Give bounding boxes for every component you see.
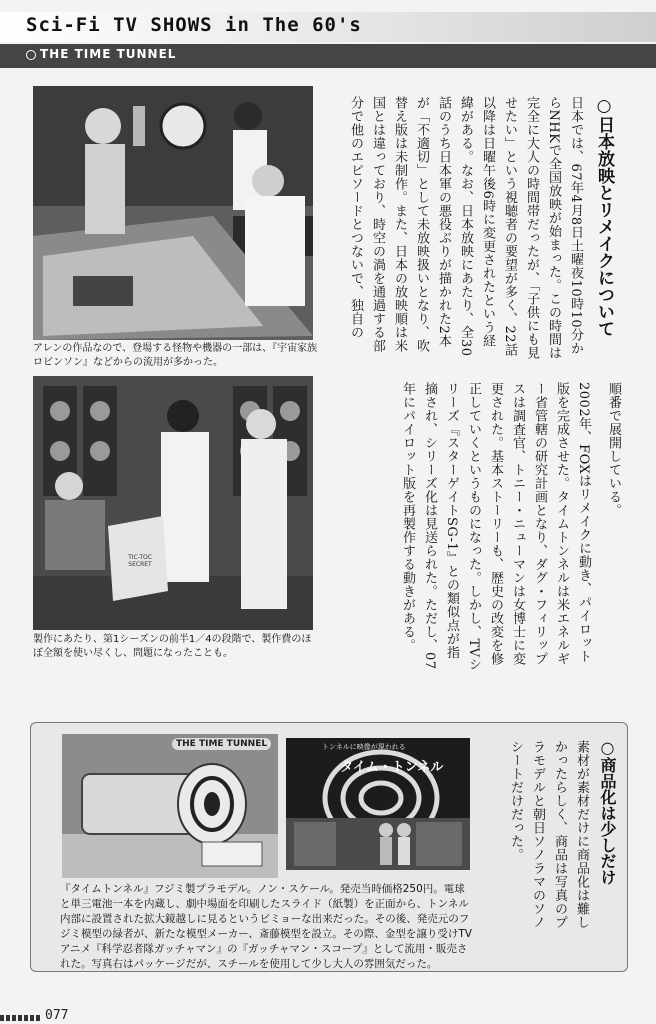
model-label: THE TIME TUNNEL (172, 738, 271, 750)
package-box-photo (286, 738, 470, 870)
section1-column-2: 順番で展開している。 (606, 382, 621, 517)
section-subtitle: THE TIME TUNNEL (40, 47, 177, 61)
top-photo-caption: アレンの作品なので、登場する怪物や機器の一部は、『宇宙家族ロビンソン』などからの流用が多かった。 (33, 343, 318, 368)
model-kit-illustration (62, 734, 278, 878)
middle-photo-caption: 製作にあたり、第1シーズンの前半1／4の段階で、製作費のほぼ全額を使い尽くし、問題になったことも。 (33, 634, 312, 659)
cast-photo (33, 376, 313, 630)
footer-stripe (0, 1015, 40, 1021)
section2-heading: ○商品化は少しだけ (598, 738, 617, 885)
section1-heading: ○日本放映とリメイクについて (594, 96, 614, 337)
page-number: 077 (45, 1008, 69, 1023)
circle-icon (26, 50, 36, 60)
model-kit-photo (62, 734, 278, 878)
box-tagline: トンネルに映像が現われる (322, 743, 406, 751)
control-room-photo (33, 86, 313, 340)
prop-label: TIC-TOC SECRET (128, 554, 152, 568)
control-room-illustration (33, 86, 313, 340)
section2-body: 素材が素材だけに商品化は難しかったらしく、商品は写真のプラモデルと朝日ソノラマのソノシートだけだった。 (508, 740, 589, 929)
box-title: タイム・トンネル (340, 760, 444, 775)
page-title: Sci-Fi TV SHOWS in The 60's (26, 14, 362, 36)
merchandise-caption: 『タイムトンネル』フジミ製プラモデル。ノン・スケール。発売当時価格250円。電球と単三電池一本を内蔵し、劇中場面を印刷したスライド（紙製）を正面から、トンネル内部に設置された拡大鏡越しに見るというビミョーな出来だった。その後、発売元のフジミ模型の緑者が、新たな模型メーカー、斎藤模型を設立。その際、金型を譲り受けTVアニメ『科学忍者隊ガッチャマン』の『ガッチャマン・スコープ』として流用・販売された。写真右はパッケージだが、スチールを使用して少し大人の雰囲気だった。 (60, 883, 472, 970)
section1-column-1: 日本では、67年4月8日土曜夜10時10分からNHKで全国放映が始まった。この時間は完全に大人の時間帯だったが、「子供にも見せたい」という視聴者の要望が多く、22話以降は日曜午後6時に変更されたという経緯がある。なお、日本放映にあたり、全30話のうち日本軍の悪役ぶりが描かれた2本が「不適切」として未放映扱いとなり、吹替え版は未制作。また、日本の放映順は米国とは違っており、時空の渦を通過する部分で他のエピソードとつないで、独自の (348, 96, 583, 360)
cast-illustration (33, 376, 313, 630)
section1-column-3: 2002年、FOXはリメイクに動き、パイロット版を完成させた。タイムトンネルは米エネルギー省管轄の研究計画となり、ダグ・フィリップスは調査官、トニー・ニューマンは女博士に変更された。基本ストーリーも、歴史の改変を修正していくというものになった。しかし、TVシリーズ『スターゲイトSG-1』との類似点が指摘され、シリーズ化は見送られた。ただし、07年にパイロット版を再製作する動きがある。 (400, 382, 591, 672)
